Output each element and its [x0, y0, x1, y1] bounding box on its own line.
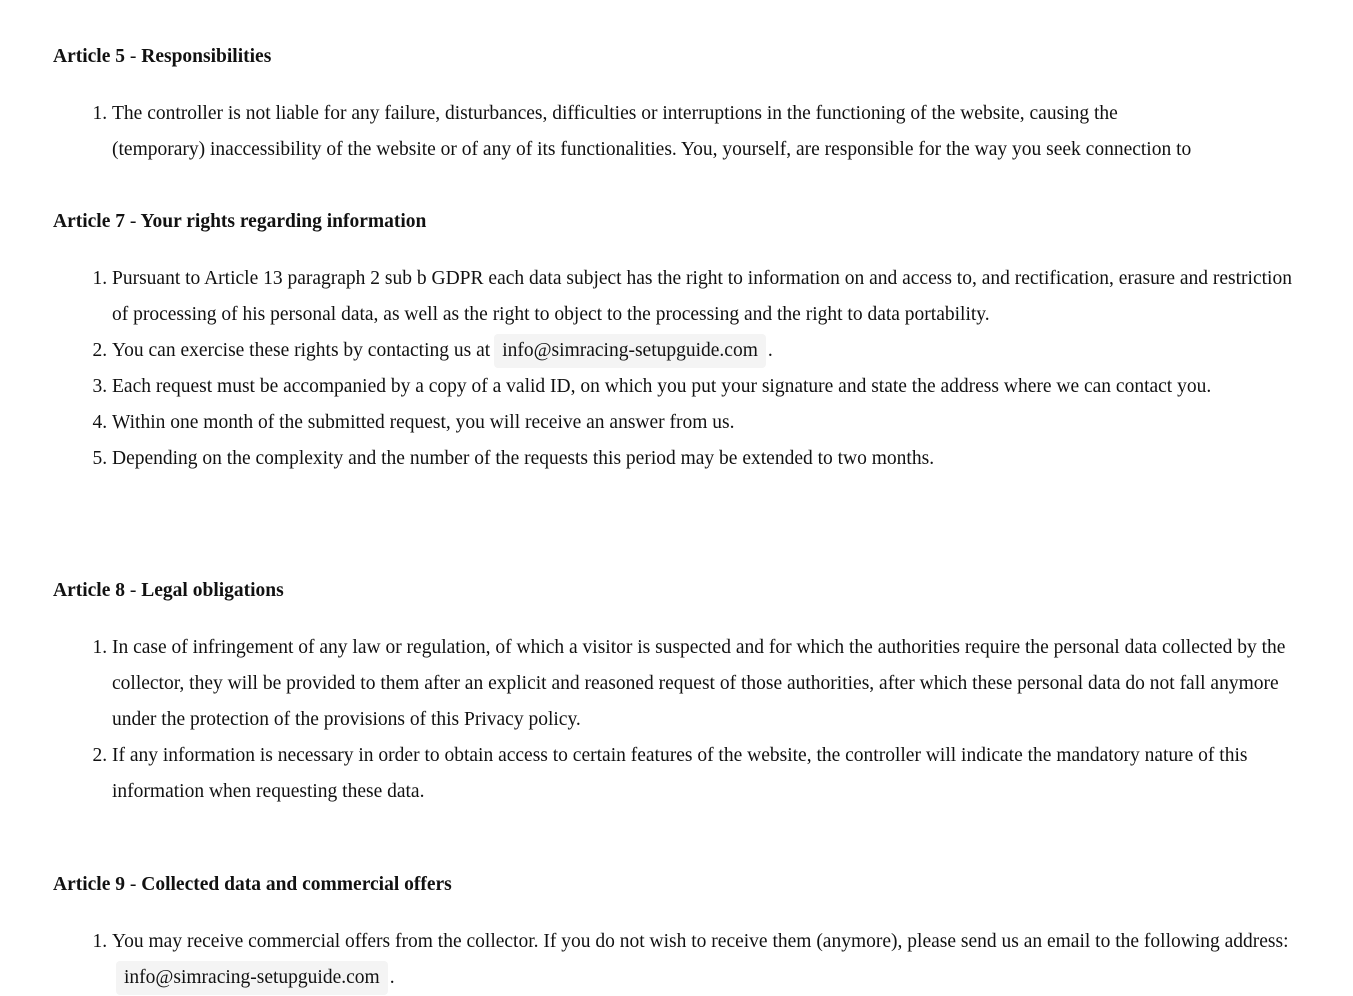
list-item-text: Within one month of the submitted request, you will receive an answer from us.	[112, 412, 735, 433]
article-8-list	[53, 630, 1293, 810]
list-item-text: Depending on the complexity and the number of the requests this period may be extended to two months.	[112, 448, 935, 469]
list-item-text-end: .	[389, 967, 395, 988]
article-number: Article 7	[53, 211, 126, 232]
list-item-text: Each request must be accompanied by a copy of a valid ID, on which you put your signature and state the address where we can contact you.	[112, 376, 1212, 397]
article-separator: -	[129, 580, 137, 601]
article-title: Legal obligations	[141, 580, 284, 601]
article-title: Your rights regarding information	[140, 211, 427, 232]
article-title: Collected data and commercial offers	[141, 874, 452, 895]
article-title: Responsibilities	[141, 46, 272, 67]
article-9	[53, 867, 1293, 996]
article-9-list	[53, 924, 1293, 996]
contact-email-link[interactable]: info@simracing-setupguide.com	[494, 334, 766, 368]
list-item	[112, 738, 1293, 810]
article-5-list	[53, 96, 1293, 168]
article-number: Article 5	[53, 46, 126, 67]
list-item	[112, 405, 1293, 441]
article-5-heading	[53, 39, 1293, 75]
article-8-heading	[53, 573, 1293, 609]
contact-email-link[interactable]: info@simracing-setupguide.com	[116, 961, 388, 995]
list-item	[112, 261, 1293, 333]
list-item-text-line-2: (temporary) inaccessibility of the website or of any of its functionalities. You, yourself, are responsible for the way you seek connection to	[112, 139, 1192, 160]
article-8	[53, 573, 1293, 810]
article-separator: -	[129, 211, 137, 232]
list-item-text: In case of infringement of any law or regulation, of which a visitor is suspected and for which the authorities require the personal data collected by the collector, they will be provided to them after an explicit and reasoned request of those authorities, after which these personal data do not fall anymore under the protection of the provisions of this Privacy policy.	[112, 637, 1286, 730]
article-number: Article 8	[53, 580, 126, 601]
list-item-text-line-1: 1. The controller is not liable for any failure, disturbances, difficulties or interruptions in the functioning of the website, causing the	[112, 103, 1118, 124]
list-item	[112, 924, 1293, 996]
list-item	[112, 96, 1293, 168]
article-separator: -	[129, 46, 137, 67]
list-item	[112, 441, 1293, 477]
article-5	[53, 39, 1293, 168]
article-9-heading	[53, 867, 1293, 903]
list-item	[112, 369, 1293, 405]
article-number: Article 9	[53, 874, 126, 895]
list-item	[112, 630, 1293, 738]
list-item	[112, 333, 1293, 369]
list-item-text: Pursuant to Article 13 paragraph 2 sub b GDPR each data subject has the right to information on and access to, and rectification, erasure and restriction of processing of his personal data, as well as the right to object to the processing and the right to data portability.	[112, 268, 1292, 325]
list-item-text-end: .	[767, 340, 773, 361]
list-item-text: If any information is necessary in order to obtain access to certain features of the website, the controller will indicate the mandatory nature of this information when requesting these data.	[112, 745, 1248, 802]
list-item-text: You can exercise these rights by contacting us at	[112, 340, 491, 361]
article-7-heading	[53, 204, 1293, 240]
article-7-list	[53, 261, 1293, 477]
article-7	[53, 204, 1293, 477]
list-item-text: You may receive commercial offers from the collector. If you do not wish to receive them (anymore), please send us an email to the following address:	[112, 931, 1289, 952]
article-separator: -	[129, 874, 137, 895]
